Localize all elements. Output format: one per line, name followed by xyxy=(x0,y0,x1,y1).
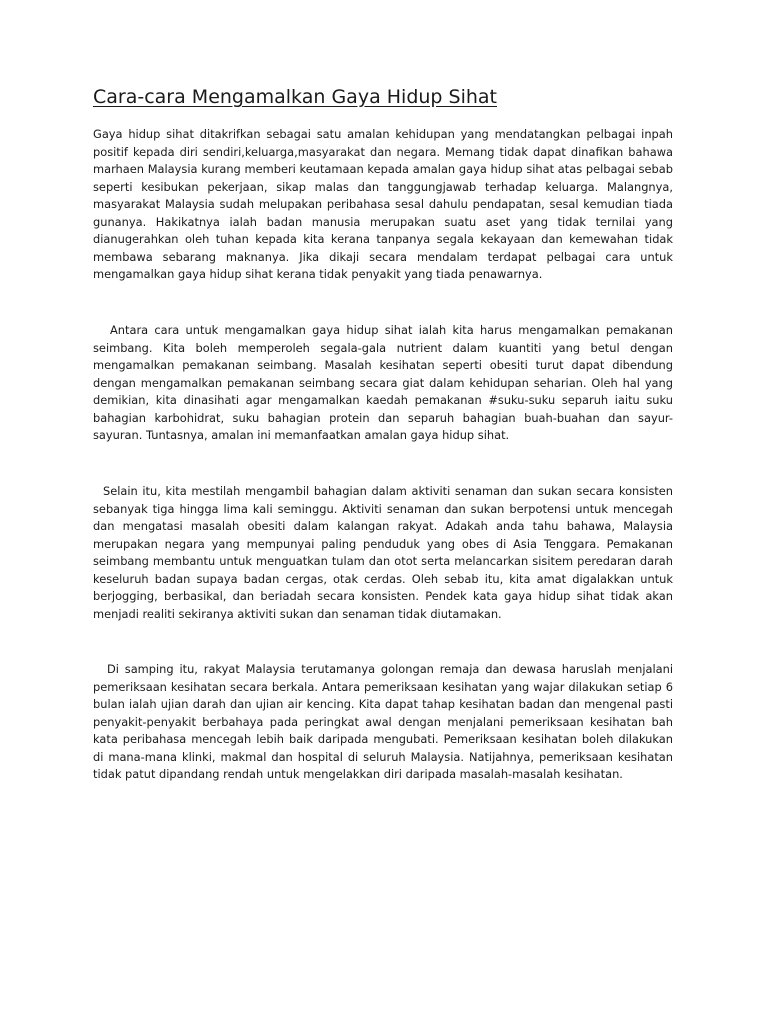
paragraph-balanced-diet: Antara cara untuk mengamalkan gaya hidup sihat ialah kita harus mengamalkan pemakanan seimbang. Kita boleh memperoleh segala-gala nutrient dalam kuantiti yang betul dengan mengamalkan pemakanan seimbang. Masalah kesihatan seperti obesiti turut dapat dibendung dengan mengamalkan pemakanan seimbang secara giat dalam kehidupan seharian. Oleh hal yang demikian, kita dinasihati agar mengamalkan kaedah pemakanan #suku-suku separuh iaitu suku bahagian karbohidrat, suku bahagian protein dan separuh bahagian buah-buahan dan sayur-sayuran. Tuntasnya, amalan ini memanfaatkan amalan gaya hidup sihat. xyxy=(93,323,673,442)
paragraph-health-checkup: Di samping itu, rakyat Malaysia terutamanya golongan remaja dan dewasa haruslah menjalani pemeriksaan kesihatan secara berkala. Antara pemeriksaan kesihatan yang wajar dilakukan setiap 6 bulan ialah ujian darah dan ujian air kencing. Kita dapat tahap kesihatan badan dan mengenal pasti penyakit-penyakit berbahaya pada peringkat awal dengan menjalani pemeriksaan kesihatan bah kata peribahasa mencegah lebih baik daripada mengubati. Pemeriksaan kesihatan boleh dilakukan di mana-mana klinki, makmal dan hospital di seluruh Malaysia. Natijahnya, pemeriksaan kesihatan tidak patut dipandang rendah untuk mengelakkan diri daripada masalah-masalah kesihatan. xyxy=(93,662,673,781)
document-title: Cara-cara Mengamalkan Gaya Hidup Sihat xyxy=(93,86,497,108)
paragraph-intro: Gaya hidup sihat ditakrifkan sebagai satu amalan kehidupan yang mendatangkan pelbagai inpah positif kepada diri sendiri,keluarga,masyarakat dan negara. Memang tidak dapat dinafikan bahawa marhaen Malaysia kurang memberi keutamaan kepada amalan gaya hidup sihat atas pelbagai sebab seperti kesibukan pekerjaan, sikap malas dan tanggungjawab terhadap keluarga. Malangnya, masyarakat Malaysia sudah melupakan peribahasa sesal dahulu pendapatan, sesal kemudian tiada gunanya. Hakikatnya ialah badan manusia merupakan suatu aset yang tidak ternilai yang dianugerahkan oleh tuhan kepada kita kerana tanpanya segala kekayaan dan kemewahan tidak membawa sebarang maknanya. Jika dikaji secara mendalam terdapat pelbagai cara untuk mengamalkan gaya hidup sihat kerana tidak penyakit yang tiada penawarnya. xyxy=(93,127,673,281)
paragraph-exercise: Selain itu, kita mestilah mengambil bahagian dalam aktiviti senaman dan sukan secara konsisten sebanyak tiga hingga lima kali seminggu. Aktiviti senaman dan sukan berpotensi untuk mencegah dan mengatasi masalah obesiti dalam kalangan rakyat. Adakah anda tahu bahawa, Malaysia merupakan negara yang mempunyai paling penduduk yang obes di Asia Tenggara. Pemakanan seimbang membantu untuk menguatkan tulam dan otot serta melancarkan sisitem peredaran darah keseluruh badan supaya badan cergas, otak cerdas. Oleh sebab itu, kita amat digalakkan untuk berjogging, berbasikal, dan beriadah secara konsisten. Pendek kata gaya hidup sihat tidak akan menjadi realiti sekiranya aktiviti sukan dan senaman tidak diutamakan. xyxy=(93,484,673,621)
